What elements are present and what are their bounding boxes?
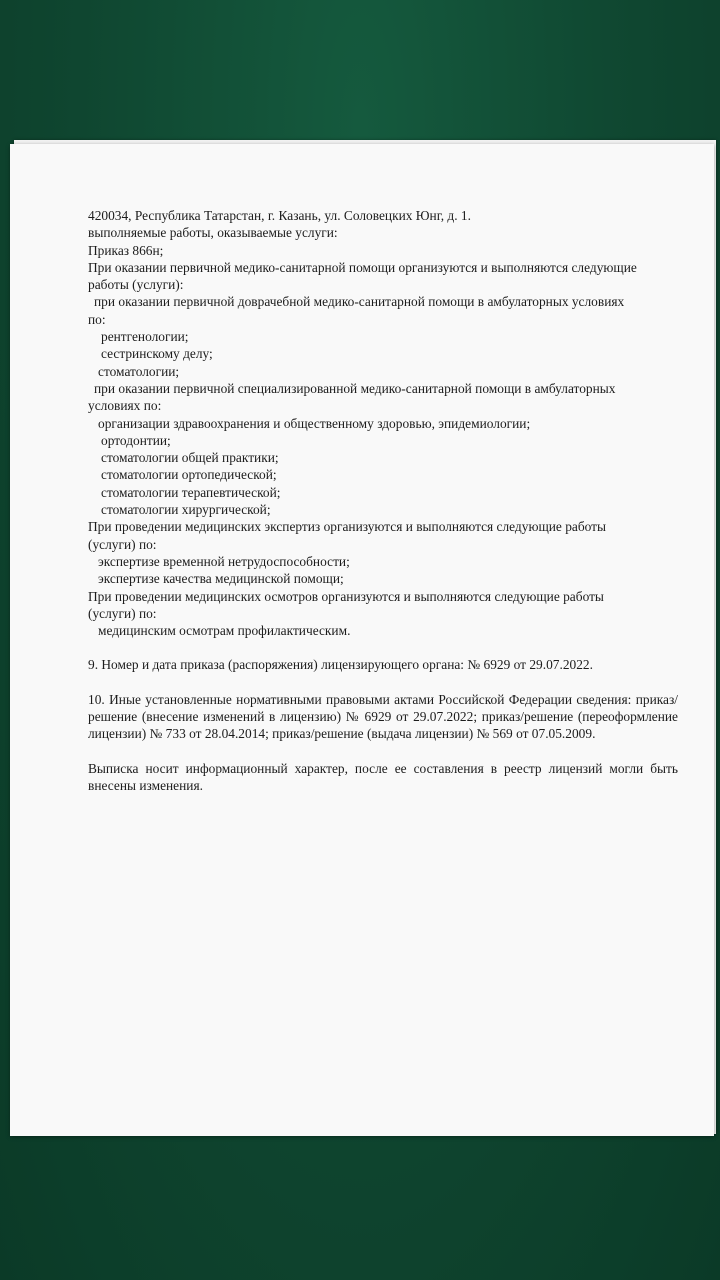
list-item: стоматологии общей практики; — [101, 450, 279, 466]
pre-doctor-care-line: при оказании первичной доврачебной медико-санитарной помощи в амбулаторных условиях — [94, 294, 625, 310]
list-item: ортодонтии; — [101, 432, 171, 448]
examinations-line-2: (услуги) по: — [88, 605, 157, 621]
address-line: 420034, Республика Татарстан, г. Казань, ул. Соловецких Юнг, д. 1. — [88, 208, 471, 223]
disclaimer-note: Выписка носит информационный характер, после ее составления в реестр лицензий могли быть внесены изменения. — [88, 760, 678, 793]
expertise-line-2: (услуги) по: — [88, 536, 157, 552]
list-item: стоматологии терапевтической; — [101, 484, 281, 500]
list-item: стоматологии; — [98, 363, 180, 379]
primary-care-line-2: работы (услуги): — [88, 277, 184, 293]
section-10: 10. Иные установленные нормативными правовыми актами Российской Федерации сведения: приказ/решение (внесение изменений в лицензию) № 6929 от 29.07.2022; приказ/решение (переоформление лицензии) № 733 от 28.04.2014; приказ/решение (выдача лицензии) № 569 от 07.05.2009. — [88, 691, 678, 742]
section-9: 9. Номер и дата приказа (распоряжения) лицензирующего органа: № 6929 от 29.07.2022. — [88, 657, 593, 673]
list-item: стоматологии хирургической; — [101, 502, 271, 518]
specialized-care-line-2: условиях по: — [88, 398, 162, 414]
pre-doctor-care-line-2: по: — [88, 311, 106, 327]
list-item: стоматологии ортопедической; — [101, 467, 277, 483]
examinations-line: При проведении медицинских осмотров организуются и выполняются следующие работы — [88, 588, 604, 604]
services-heading: выполняемые работы, оказываемые услуги: — [88, 225, 338, 241]
list-item: рентгенологии; — [101, 329, 189, 345]
list-item: экспертизе временной нетрудоспособности; — [98, 553, 350, 569]
list-item: организации здравоохранения и общественному здоровью, эпидемиологии; — [98, 415, 531, 431]
primary-care-line: При оказании первичной медико-санитарной помощи организуются и выполняются следующие — [88, 259, 637, 275]
document-text — [88, 207, 678, 794]
specialized-care-line: при оказании первичной специализированной медико-санитарной помощи в амбулаторных — [94, 380, 616, 396]
expertise-line: При проведении медицинских экспертиз организуются и выполняются следующие работы — [88, 519, 607, 535]
list-item: медицинским осмотрам профилактическим. — [98, 623, 351, 639]
order-line: Приказ 866н; — [88, 242, 164, 258]
list-item: экспертизе качества медицинской помощи; — [98, 571, 344, 587]
list-item: сестринскому делу; — [101, 346, 213, 362]
